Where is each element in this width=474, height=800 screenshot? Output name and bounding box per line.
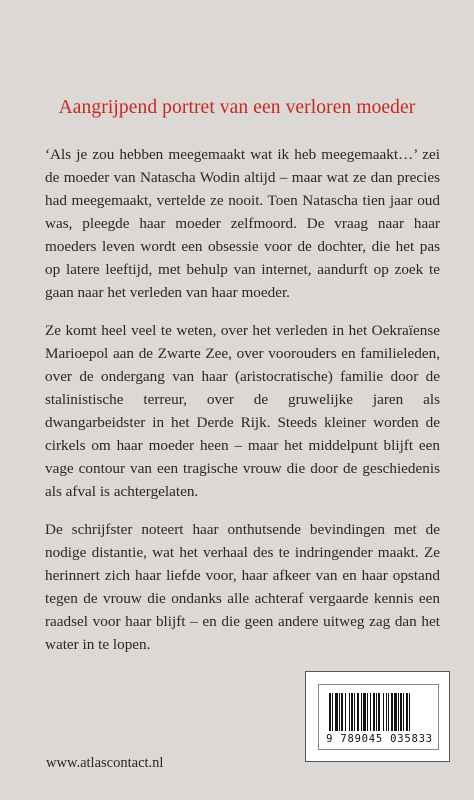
barcode-bar (386, 693, 387, 731)
barcode-bar (351, 693, 353, 731)
barcode-bar (409, 693, 410, 731)
barcode-bar (394, 693, 397, 731)
barcode-bar (391, 693, 393, 731)
barcode-bar (363, 693, 366, 731)
barcode-bar (378, 693, 380, 731)
barcode-bar (373, 693, 375, 731)
barcode-bar (406, 693, 408, 731)
barcode-bar (361, 693, 362, 731)
barcode-bar (383, 693, 384, 731)
barcode-bar (370, 693, 371, 731)
blurb-paragraph-1: ‘Als je zou hebben meegemaakt wat ik heb meegemaakt…’ zei de moeder van Natascha Wodin altijd – maar wat ze dan precies had meegemaakt, vertelde ze nooit. Toen Natascha tien jaar oud was, pleegde haar moeder zelfmoord. De vraag naar haar moeders leven wordt een obsessie voor de dochter, die het pas op latere leeftijd, met behulp van internet, aandurft op zoek te gaan naar het verleden van haar moeder. (45, 146, 440, 301)
blurb-paragraph-3: De schrijfster noteert haar onthutsende bevindingen met de nodige distantie, wat het verhaal des te indringender maakt. Ze herinnert zich haar liefde voor, haar afkeer van en haar opstand tegen de vrouw die ondanks alle achteraf vergaarde kennis een raadsel voor haar blijft – en die geen andere uitweg zag dan het water in te lopen. (45, 521, 440, 653)
barcode (318, 684, 439, 750)
barcode-bar (400, 693, 402, 731)
barcode-bar (367, 693, 368, 731)
isbn-digits: 9 789045 035833 (326, 733, 433, 745)
barcode-bar (376, 693, 377, 731)
headline: Aangrijpend portret van een verloren moeder (58, 97, 416, 118)
barcode-bar (335, 693, 338, 731)
barcode-bar (388, 693, 389, 731)
barcode-bar (403, 693, 404, 731)
barcode-sticker (305, 671, 450, 762)
barcode-bar (345, 693, 346, 731)
barcode-bar (357, 693, 359, 731)
barcode-bar (332, 693, 333, 731)
blurb-paragraph-2: Ze komt heel veel te weten, over het verleden in het Oekraïense Marioepol aan de Zwarte Zee, over voorouders en familieleden, over de ondergang van haar (aristocratische) familie door de stalinistische terreur, over de gruwelijke jaren als dwangarbeidster in het Derde Rijk. Steeds kleiner worden de cirkels om haar moeder heen – maar het middelpunt blijft een vage contour van een tragische vrouw die door de geschiedenis als afval is achtergelaten. (45, 322, 440, 500)
barcode-bar (349, 693, 350, 731)
blurb-text (45, 143, 440, 671)
barcode-bar (339, 693, 340, 731)
barcode-bars (327, 693, 432, 731)
publisher-website: www.atlascontact.nl (46, 755, 164, 771)
barcode-bar (398, 693, 399, 731)
barcode-bar (329, 693, 331, 731)
barcode-bar (354, 693, 355, 731)
barcode-bar (341, 693, 343, 731)
